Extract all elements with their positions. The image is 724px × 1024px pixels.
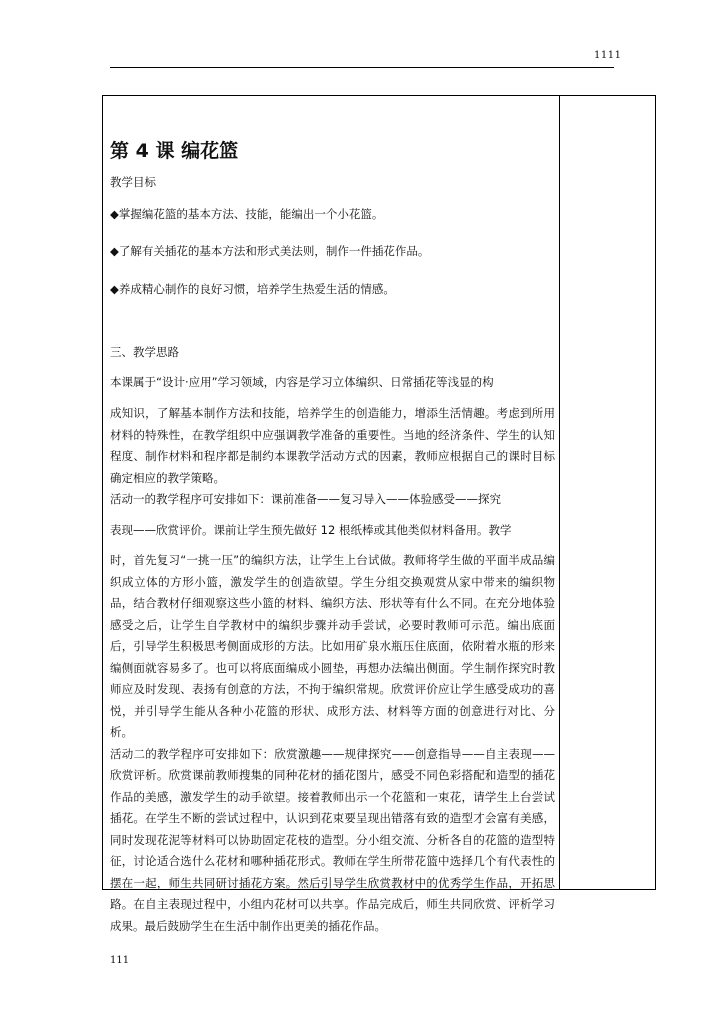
lesson-content bbox=[110, 138, 555, 937]
paragraph-2-line-1: 活动一的教学程序可安排如下：课前准备——复习导入——体验感受——探究 bbox=[110, 492, 501, 506]
footer-page-number: 111 bbox=[110, 955, 130, 966]
paragraph-3-body: 活动二的教学程序可安排如下：欣赏激趣——规律探究——创意指导——自主表现——欣赏评析。欣赏课前教师搜集的同种花材的插花图片，感受不同色彩搭配和造型的插花作品的美感，激发学生的动手欲望。接着教师出示一个花篮和一束花，请学生上台尝试插花。在学生不断的尝试过程中，认识到花束要呈现出错落有致的造型才会富有美感，同时发现花泥等材料可以协助固定花枝的造型。分小组交流、分析各自的花篮的造型特征，讨论适合选什么花材和哪种插花形式。教师在学生所带花篮中选择几个有代表性的摆在一起，师生共同研讨插花方案。然后引导学生欣赏教材中的优秀学生作品，开拓思路。在自主表现过程中，小组内花材可以共享。作品完成后，师生共同欣赏、评析学习成果。最后鼓励学生在生活中制作出更美的插花作品。 bbox=[110, 746, 555, 933]
table-column-divider bbox=[559, 95, 560, 890]
objectives-heading: 教学目标 bbox=[110, 175, 156, 189]
approach-heading: 三、教学思路 bbox=[110, 345, 179, 359]
lesson-title: 第 4 课 编花篮 bbox=[110, 140, 239, 162]
header-rule bbox=[110, 67, 614, 68]
objective-item: ◆养成精心制作的良好习惯，培养学生热爱生活的情感。 bbox=[110, 281, 395, 296]
objective-item: ◆掌握编花篮的基本方法、技能，能编出一个小花篮。 bbox=[110, 206, 384, 221]
paragraph-1-line-1: 本课属于“设计·应用”学习领域，内容是学习立体编织、日常插花等浅显的构 bbox=[110, 374, 494, 389]
objective-item: ◆了解有关插花的基本方法和形式美法则，制作一件插花作品。 bbox=[110, 244, 430, 258]
header-page-number: 1111 bbox=[594, 50, 622, 61]
paragraph-1-body: 成知识，了解基本制作方法和技能，培养学生的创造能力，增添生活情趣。考虑到所用材料的特殊性，在教学组织中应强调教学准备的重要性。当地的经济条件、学生的认知程度、制作材料和程序都是制约本课教学活动方式的因素，教师应根据自己的课时目标确定相应的教学策略。 bbox=[110, 406, 555, 485]
paragraph-2-body: 时，首先复习“一挑一压”的编织方法，让学生上台试做。教师将学生做的平面半成品编织成立体的方形小篮，激发学生的创造欲望。学生分组交换观赏从家中带来的编织物品，结合教材仔细观察这些小篮的材料、编织方法、形状等有什么不同。在充分地体验感受之后，让学生自学教材中的编织步骤并动手尝试，必要时教师可示范。编出底面后，引导学生积极思考侧面成形的方法。比如用矿泉水瓶压住底面，依附着水瓶的形来编侧面就容易多了。也可以将底面编成小圆垫，再想办法编出侧面。学生制作探究时教师应及时发现、表扬有创意的方法，不拘于编织常规。欣赏评价应让学生感受成功的喜悦，并引导学生能从各种小花篮的形状、成形方法、材料等方面的创意进行对比、分析。 bbox=[110, 553, 555, 739]
paragraph-2-line-2: 表现——欣赏评价。课前让学生预先做好 12 根纸棒或其他类似材料备用。教学 bbox=[110, 522, 512, 537]
